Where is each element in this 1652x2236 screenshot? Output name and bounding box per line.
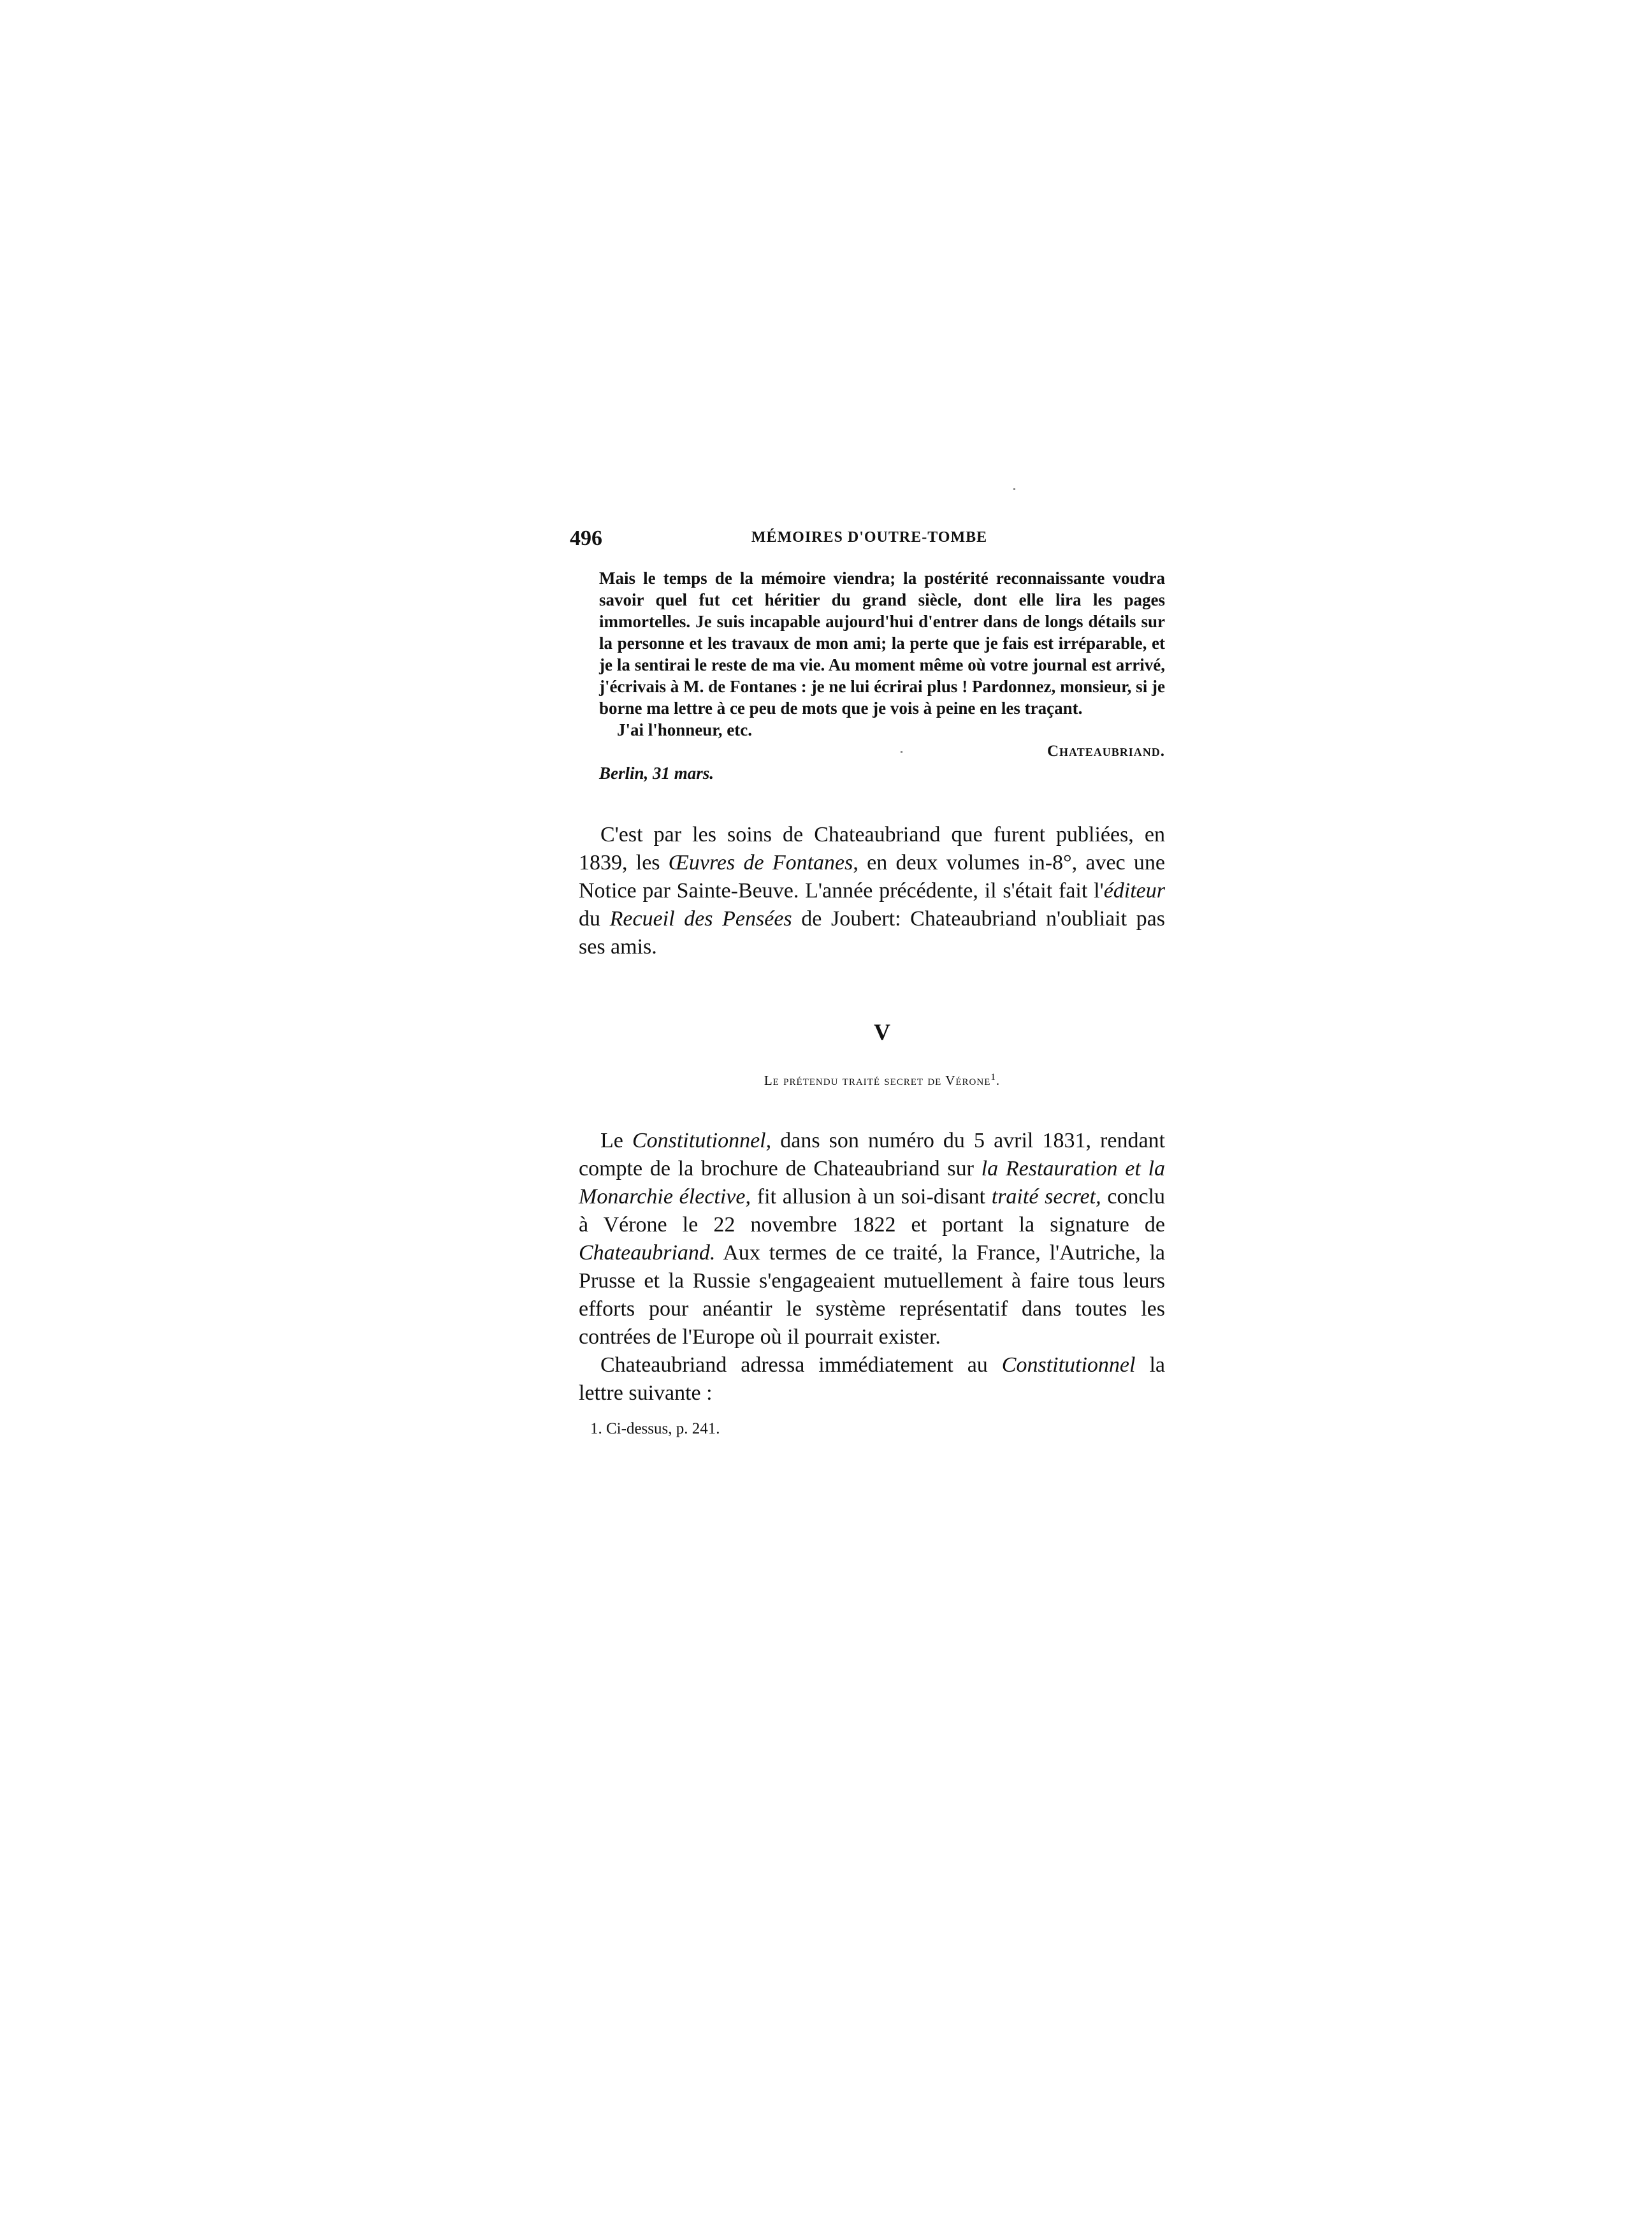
scan-speck xyxy=(901,751,902,753)
paragraph-lettre-suivante: Chateaubriand adressa immédiatement au Constitutionnel la lettre suivante : xyxy=(579,1353,1165,1405)
quoted-letter xyxy=(599,567,1165,784)
page-header xyxy=(561,526,1178,556)
letter-place-date: Berlin, 31 mars. xyxy=(599,764,714,783)
paragraph-constitutionnel: Le Constitutionnel, dans son numéro du 5 avril 1831, rendant compte de la brochure de Chateaubriand sur la Restauration et la Monarchie élective, fit allusion à un soi-disant traité secret, conclu à Vérone le 22 novembre 1822 et portant la signature de Chateaubriand. Aux termes de ce traité, la France, l'Autriche, la Prusse et la Russie s'engageaient mutuellement à faire tous leurs efforts pour anéantir le système représentatif dans toutes les contrées de l'Europe où il pourrait exister. xyxy=(579,1129,1166,1349)
footnote: 1. Ci-dessus, p. 241. xyxy=(590,1420,720,1437)
section-2-text xyxy=(579,1127,1165,1407)
chapter-title: Le prétendu traité secret de Vérone$^1$. xyxy=(764,1072,1001,1088)
running-title: MÉMOIRES D'OUTRE-TOMBE xyxy=(751,529,988,546)
paragraph-fontanes: C'est par les soins de Chateaubriand que furent publiées, en 1839, les Œuvres de Fontanes, en deux volumes in-8°, avec une Notice par Sainte-Beuve. L'année précédente, il s'était fait l'éditeur du Recueil des Pensées de Joubert: Chateaubriand n'oubliait pas ses amis. xyxy=(579,823,1165,959)
section-1-text xyxy=(579,821,1165,961)
chapter-number: V xyxy=(874,1019,890,1045)
scan-speck xyxy=(1013,488,1015,490)
footnote-marker: 1 xyxy=(990,1072,996,1082)
page-number: 496 xyxy=(570,526,602,550)
letter-paragraph: Mais le temps de la mémoire viendra; la postérité reconnaissante voudra savoir quel fut cet héritier du grand siècle, dont elle lira les pages immortelles. Je suis incapable aujourd'hui d'entrer dans de longs détails sur la personne et les travaux de mon ami; la perte que je fais est irréparable, et je la sentirai le reste de ma vie. Au moment même où votre journal est arrivé, j'écrivais à M. de Fontanes : je ne lui écrirai plus ! Pardonnez, monsieur, si je borne ma lettre à ce peu de mots que je vois à peine en les traçant. xyxy=(599,569,1165,718)
book-page xyxy=(561,526,1178,1438)
letter-signature: Chateaubriand. xyxy=(1047,743,1165,760)
letter-closing: J'ai l'honneur, etc. xyxy=(617,720,753,739)
